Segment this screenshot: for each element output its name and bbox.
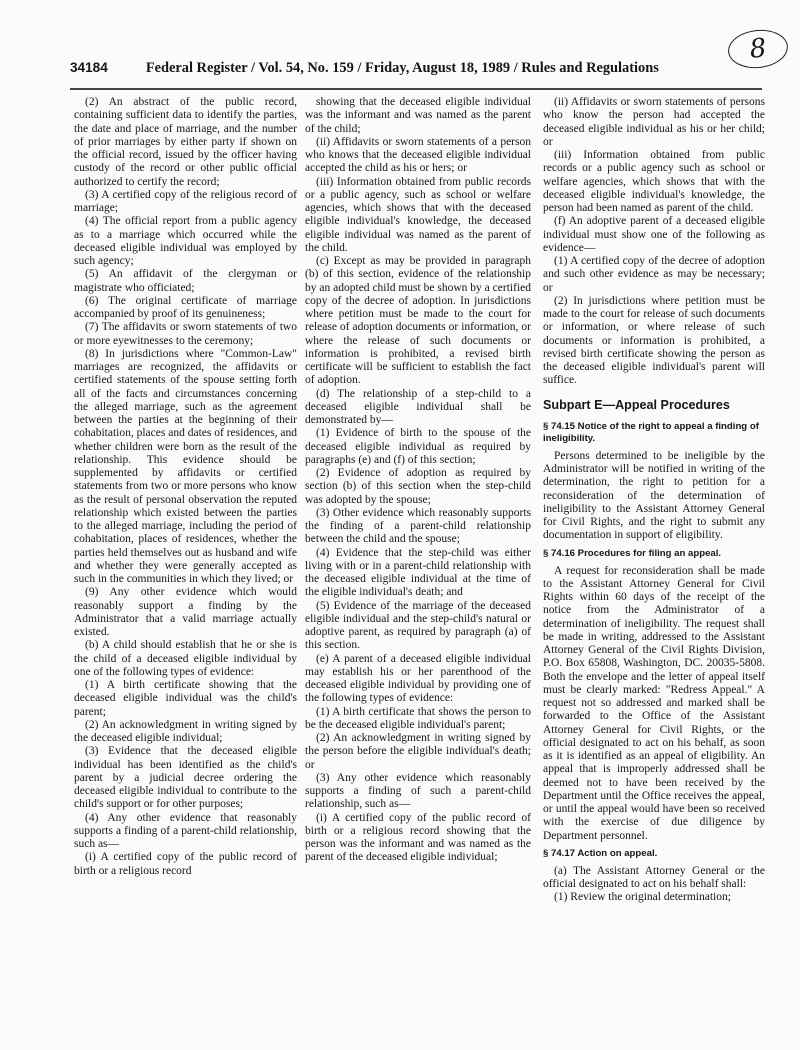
paragraph: (3) A certified copy of the religious record of marriage; <box>74 188 297 214</box>
paragraph: (6) The original certificate of marriage accompanied by proof of its genuineness; <box>74 294 297 320</box>
margin-scan-artifact <box>18 1010 58 1040</box>
text-column-right <box>543 96 765 905</box>
paragraph: (5) Evidence of the marriage of the deceased eligible individual and the step-child's natural or adoptive parent, as required by paragraph (a) of this section. <box>305 599 531 652</box>
paragraph: (3) Other evidence which reasonably supports the finding of a parent-child relationship between the child and the spouse; <box>305 506 531 546</box>
paragraph: (1) A birth certificate showing that the deceased eligible individual was the child's parent; <box>74 679 297 718</box>
paragraph: (a) The Assistant Attorney General or the official designated to act on his behalf shall: <box>543 864 765 890</box>
handwritten-page-number: 8 <box>748 33 768 65</box>
paragraph: (ii) Affidavits or sworn statements of a person who knows that the deceased eligible individual accepted the child as his or hers; or <box>305 135 531 175</box>
paragraph: (4) Any other evidence that reasonably supports a finding of a parent-child relationship, such as— <box>74 811 297 850</box>
paragraph: (2) Evidence of adoption as required by section (b) of this section when the step-child was adopted by the spouse; <box>305 467 531 506</box>
paragraph-74-15: Persons determined to be ineligible by the Administrator will be notified in writing of the determination, the right to petition for a reconsideration of the determination of ineligibility to the Assistant Attorney General for Civil Rights, and the right to submit any documentation in support of eligibility. <box>543 449 765 542</box>
paragraph: (iii) Information obtained from public records or a public agency, such as school or welfare agencies, which shows that with the deceased eligible individual's knowledge, the deceased eligible individual was named as the parent of the child. <box>305 175 531 254</box>
col3-paragraphs <box>543 96 765 388</box>
paragraph: (1) Review the original determination; <box>554 891 731 904</box>
text-column-left <box>74 96 297 878</box>
section-heading-74-15: § 74.15 Notice of the right to appeal a finding of ineligibility. <box>543 420 759 444</box>
paragraph: (i) A certified copy of the public record of birth or a religious record showing that the person was the informant and was named as the parent of the deceased eligible individual; <box>305 811 531 864</box>
paragraph: (3) Evidence that the deceased eligible individual has been identified as the child's parent by a judicial decree ordering the deceased eligible individual to contribute to the child's support or for other purposes; <box>74 745 297 811</box>
header-rule <box>70 88 762 90</box>
paragraph: (ii) Affidavits or sworn statements of persons who know the person had accepted the deceased eligible individual as his or her child; or <box>543 96 765 148</box>
paragraph: (5) An affidavit of the clergyman or magistrate who officiated; <box>74 268 297 294</box>
paragraph: (iii) Information obtained from public records or a public agency such as school or welfare agencies, which shows that with the deceased eligible individual's knowledge, the person had been named as parent of the child. <box>543 149 765 214</box>
paragraph: (2) An acknowledgment in writing signed by the deceased eligible individual; <box>74 718 297 744</box>
text-column-middle <box>305 96 531 865</box>
paragraph: (3) Any other evidence which reasonably supports a finding of such a parent-child relationship, such as— <box>305 771 531 811</box>
paragraph: (4) The official report from a public agency as to a marriage which occurred while the deceased eligible individual was employed by such agency; <box>74 215 297 267</box>
section-heading-74-17: § 74.17 Action on appeal. <box>543 847 658 859</box>
subpart-heading: Subpart E—Appeal Procedures <box>543 397 730 412</box>
paragraph: (7) The affidavits or sworn statements of two or more eyewitnesses to the ceremony; <box>74 321 297 347</box>
paragraph: (8) In jurisdictions where "Common-Law" marriages are recognized, the affidavits or certified statements of the spouse setting forth all of the facts and circumstances concerning the alleged marriage, such as the agreement between the parties at the beginning of their cohabitation, places and dates of residences, and whether children were born as the result of the relationship. This evidence should be supplemented by affidavits or certified statements from two or more persons who know as the result of personal observation the reputed relationship which existed between the parties to the alleged marriage, including the period of cohabitation, places of residences, whether the parties held themselves out as husband and wife and whether they were generally accepted as such in the communities in which they lived; or <box>74 347 297 585</box>
paragraph: showing that the deceased eligible individual was the informant and was named as the parent of the child; <box>305 96 531 135</box>
paragraph: (4) Evidence that the step-child was either living with or in a parent-child relationship with the deceased eligible individual at the time of the eligible individual's death; and <box>305 546 531 599</box>
paragraph-74-16: A request for reconsideration shall be made to the Assistant Attorney General for Civil Rights within 60 days of the receipt of the notice from the Administrator of a determination of ineligibility. The request shall be made in writing, addressed to the Assistant Attorney General of the Civil Rights Division, P.O. Box 65808, Washington, DC. 20035-5808. Both the envelope and the letter of appeal itself must be clearly marked: "Redress Appeal." A request not so addressed and marked shall be forwarded to the Office of the Assistant Attorney General for Civil Rights, or the official designated to act on his behalf, as soon as it is identified as an appeal of eligibility. An appeal that is improperly addressed shall be deemed not to have been received by the Department until the Office receives the appeal, or until the appeal would have been so received with the exercise of due diligence by Department personnel. <box>543 564 765 842</box>
paragraph: (2) In jurisdictions where petition must be made to the court for release of such documents or information, or where release of such documents or information is prohibited, a revised birth certificate showing the person as the deceased eligible individual's parent will suffice. <box>543 294 765 387</box>
paragraph: (e) A parent of a deceased eligible individual may establish his or her parenthood of the deceased eligible individual by providing one of the following types of evidence: <box>305 652 531 705</box>
paragraph: (1) A certified copy of the decree of adoption and such other evidence as may be necessary; or <box>543 255 765 294</box>
paragraph: (c) Except as may be provided in paragraph (b) of this section, evidence of the relationship by an adopted child must be shown by a certified copy of the decree of adoption. In jurisdictions where petition must be made to the court for release of adoption documents or information, or where the release of such documents or information is prohibited, a revised birth certificate will be sufficient to establish the fact of adoption. <box>305 255 531 387</box>
paragraph: (f) An adoptive parent of a deceased eligible individual must show one of the following as evidence— <box>543 215 765 254</box>
paragraph: (b) A child should establish that he or she is the child of a deceased eligible individual by one of the following types of evidence: <box>74 639 297 678</box>
col3-74-17-paragraphs <box>543 865 765 905</box>
paragraph: (2) An abstract of the public record, containing sufficient data to identify the parties, the date and place of marriage, and the number of prior marriages by either party if shown on the official record, issued by the officer having custody of the record or other public official authorized to certify the record; <box>74 96 297 188</box>
publication-title: Federal Register / Vol. 54, No. 159 / Friday, August 18, 1989 / Rules and Regulations <box>145 60 659 76</box>
section-heading-74-16: § 74.16 Procedures for filing an appeal. <box>543 547 722 559</box>
page-number: 34184 <box>70 60 108 75</box>
paragraph: (9) Any other evidence which would reasonably support a finding by the Administrator that a valid marriage actually existed. <box>74 586 297 638</box>
paragraph: (1) A birth certificate that shows the person to be the deceased eligible individual's parent; <box>305 705 531 731</box>
paragraph: (i) A certified copy of the public record of birth or a religious record <box>74 851 297 877</box>
paragraph: (d) The relationship of a step-child to a deceased eligible individual shall be demonstrated by— <box>305 387 531 426</box>
paragraph: (2) An acknowledgment in writing signed by the person before the eligible individual's death; or <box>305 732 531 771</box>
page-header <box>70 60 760 82</box>
paragraph: (1) Evidence of birth to the spouse of the deceased eligible individual as required by paragraphs (e) and (f) of this section; <box>305 427 531 466</box>
